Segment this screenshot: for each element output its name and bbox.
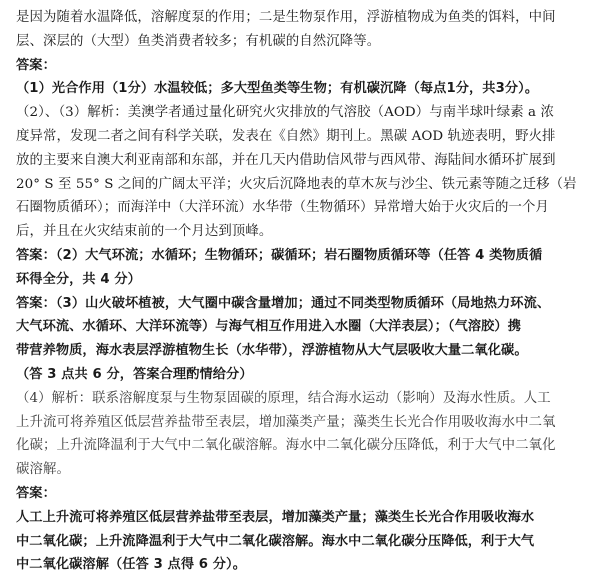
- answer-line: 带营养物质，海水表层浮游植物生长（水华带），浮游植物从大气层吸收大量二氧化碳。: [16, 343, 528, 359]
- text-line: 20° S 至 55° S 之间的广阔太平洋；火灾后沉降地表的草木灰与沙尘、铁元素等随之迁移（岩: [16, 176, 577, 192]
- analysis-line: （2）、（3）解析：美澳学者通过量化研究火灾排放的气溶胶（AOD）与南半球叶绿素 a 浓: [16, 105, 554, 121]
- answer-line: 答案：（2）大气环流；水循环；生物循环；碳循环；岩石圈物质循环等（任答 4 类物质循: [16, 247, 543, 263]
- answer-line: 环得全分，共 4 分）: [16, 271, 141, 287]
- answer-line: 答案：（3）山火破坏植被，大气圈中碳含量增加；通过不同类型物质循环（局地热力环流、: [16, 295, 551, 311]
- answer-line: 中二氧化碳溶解（任答 3 点得 6 分）。: [16, 557, 247, 573]
- text-line: 层、深层的（大型）鱼类消费者较多；有机碳的自然沉降等。: [16, 33, 381, 49]
- answer-line: （1）光合作用（1分）水温较低；多大型鱼类等生物；有机碳沉降（每点1分，共3分）。: [16, 81, 539, 97]
- answer-heading: 答案：: [16, 485, 56, 501]
- answer-line: 大气环流、水循环、大洋环流等）与海气相互作用进入水圈（大洋表层）；（气溶胶）携: [16, 319, 522, 335]
- answer-line: 人工上升流可将养殖区低层营养盐带至表层，增加藻类产量；藻类生长光合作用吸收海水: [16, 509, 535, 525]
- text-line: 上升流可将养殖区低层营养盐带至表层，增加藻类产量；藻类生长光合作用吸收海水中二氧: [16, 414, 556, 430]
- text-line: 化碳；上升流降温利于大气中二氧化碳溶解。海水中二氧化碳分压降低，利于大气中二氧化: [16, 438, 556, 454]
- text-line: 放的主要来自澳大利亚南部和东部，并在几天内借助信风带与西风带、海陆间水循环扩展到: [16, 152, 556, 168]
- answer-line: 中二氧化碳；上升流降温利于大气中二氧化碳溶解。海水中二氧化碳分压降低，利于大气: [16, 533, 535, 549]
- text-line: 后，并且在火灾结束前的一个月达到顶峰。: [16, 224, 273, 240]
- text-line: 是因为随着水温降低，溶解度泵的作用；二是生物泵作用，浮游植物成为鱼类的饵料，中间: [16, 10, 556, 25]
- text-line: 石圈物质循环）；而海洋中（大洋环流）水华带（生物循环）异常增大始于火灾后的一个月: [16, 200, 549, 216]
- text-line: 度异常，发现二者之间有科学关联，发表在《自然》期刊上。黑碳 AOD 轨迹表明，野火排: [16, 128, 556, 144]
- analysis-line: （4）解析：联系溶解度泵与生物泵固碳的原理，结合海水运动（影响）及海水性质。人工: [16, 390, 551, 406]
- answer-line: （答 3 点共 6 分，答案合理酌情给分）: [16, 366, 253, 382]
- text-line: 碳溶解。: [16, 462, 70, 478]
- answer-heading: 答案：: [16, 57, 56, 73]
